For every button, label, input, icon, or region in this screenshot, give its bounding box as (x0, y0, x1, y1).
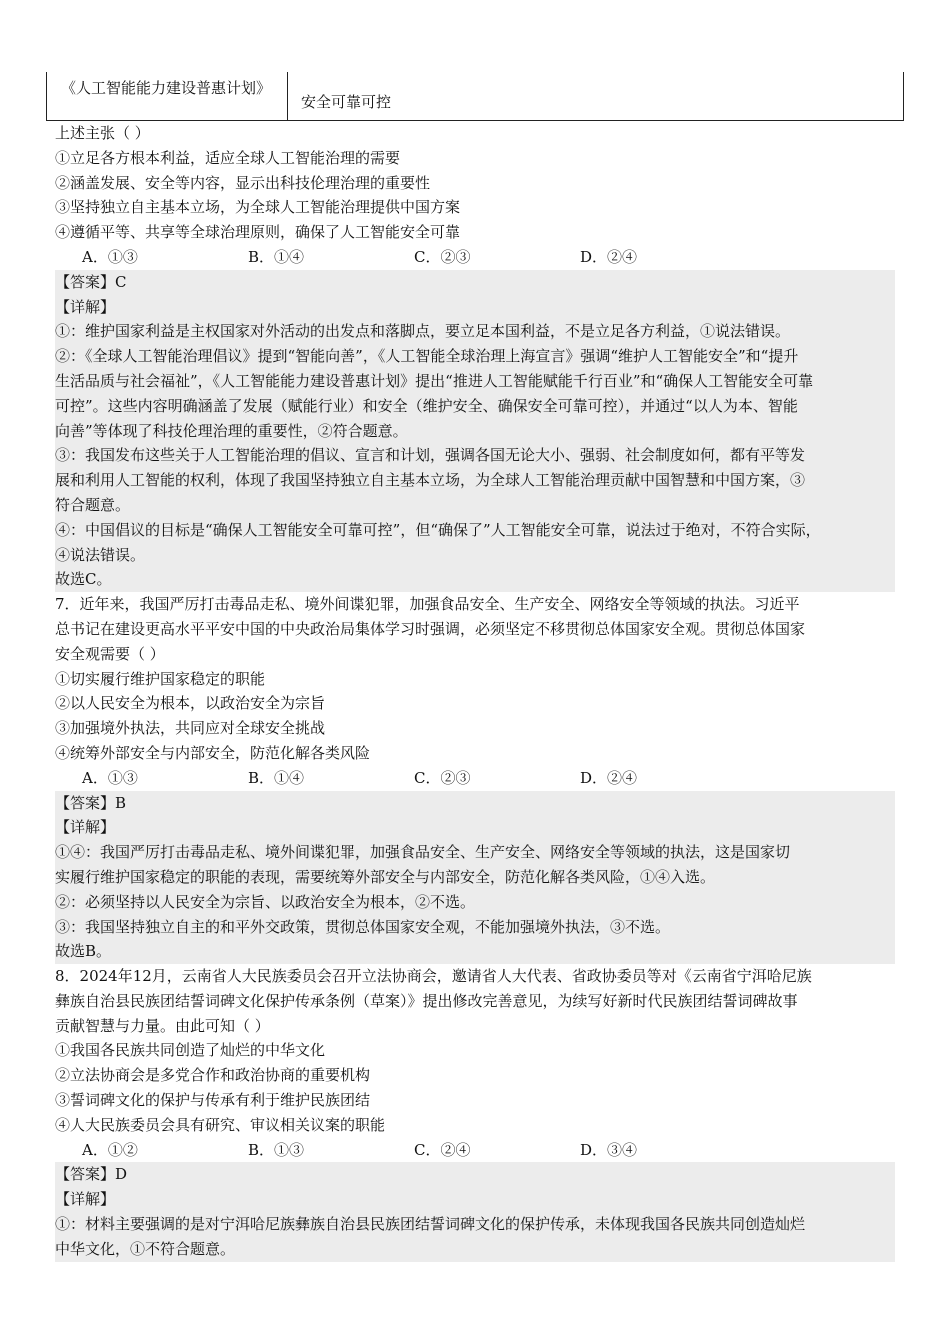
statement-item: ②以人民安全为根本，以政治安全为宗旨 (55, 694, 326, 713)
question-stem: 总书记在建设更高水平平安中国的中央政治局集体学习时强调，必须坚定不移贯彻总体国家安全观。贯彻总体国家 (55, 619, 806, 638)
detail-line: 向善”等体现了科技伦理治理的重要性，②符合题意。 (55, 421, 408, 440)
option-b: B．①④ (248, 247, 305, 266)
question-7 (55, 592, 895, 964)
statement-item: ②立法协商会是多党合作和政治协商的重要机构 (55, 1066, 371, 1085)
question-8 (55, 964, 895, 1262)
option-c: C．②③ (414, 768, 471, 787)
detail-line: 生活品质与社会福祉”，《人工智能能力建设普惠计划》提出“推进人工智能赋能千行百业”和“确保人工智能安全可靠 (55, 371, 814, 390)
option-c: C．②③ (414, 247, 471, 266)
detail-line: 可控”。这些内容明确涵盖了发展（赋能行业）和安全（维护安全、确保安全可靠可控），并通过“以人为本、智能 (55, 396, 798, 415)
option-d: D．③④ (580, 1140, 638, 1159)
question-stem: 8．2024年12月，云南省人大民族委员会召开立法协商会，邀请省人大代表、省政协委员等对《云南省宁洱哈尼族 (55, 967, 812, 986)
option-a: A．①③ (82, 247, 138, 266)
statement-item: ③加强境外执法，共同应对全球安全挑战 (55, 719, 326, 738)
detail-line: ③：我国发布这些关于人工智能治理的倡议、宣言和计划，强调各国无论大小、强弱、社会制度如何，都有平等发 (55, 446, 806, 465)
table-cell-left (47, 72, 288, 120)
option-a: A．①③ (82, 768, 138, 787)
detail-heading: 【详解】 (55, 297, 116, 316)
option-b: B．①③ (248, 1140, 305, 1159)
statement-item: ③誓词碑文化的保护与传承有利于维护民族团结 (55, 1091, 371, 1110)
detail-line: ①：维护国家利益是主权国家对外活动的出发点和落脚点，要立足本国利益，不是立足各方利益，①说法错误。 (55, 322, 791, 341)
detail-line: ④说法错误。 (55, 545, 146, 564)
option-d: D．②④ (580, 768, 638, 787)
answer-options (55, 1138, 895, 1163)
question-6 (55, 121, 895, 592)
detail-line: 中华文化，①不符合题意。 (55, 1239, 236, 1258)
conclusion: 故选C。 (55, 570, 112, 589)
detail-line: 符合题意。 (55, 495, 131, 514)
statement-item: ③坚持独立自主基本立场，为全球人工智能治理提供中国方案 (55, 198, 461, 217)
option-d: D．②④ (580, 247, 638, 266)
detail-line: ①：材料主要强调的是对宁洱哈尼族彝族自治县民族团结誓词碑文化的保护传承，未体现我国各民族共同创造灿烂 (55, 1215, 806, 1234)
option-b: B．①④ (248, 768, 305, 787)
document-page (55, 72, 895, 1262)
detail-line: ③：我国坚持独立自主的和平外交政策，贯彻总体国家安全观，不能加强境外执法，③不选。 (55, 917, 671, 936)
answer-explanation (55, 270, 895, 592)
detail-line: ②：必须坚持以人民安全为宗旨、以政治安全为根本，②不选。 (55, 892, 476, 911)
statement-item: ①我国各民族共同创造了灿烂的中华文化 (55, 1041, 326, 1060)
detail-line: 实履行维护国家稳定的职能的表现，需要统筹外部安全与内部安全，防范化解各类风险，①④入选。 (55, 867, 716, 886)
conclusion: 故选B。 (55, 942, 112, 961)
option-a: A．①② (82, 1140, 138, 1159)
answer-explanation (55, 791, 895, 965)
question-stem: 彝族自治县民族团结誓词碑文化保护传承条例（草案）》提出修改完善意见，为续写好新时代民族团结誓词碑故事 (55, 991, 798, 1010)
table-cell-left-text: 《人工智能能力建设普惠计划》 (61, 79, 272, 97)
answer-key: 【答案】B (55, 793, 127, 812)
statement-item: ①立足各方根本利益，适应全球人工智能治理的需要 (55, 148, 401, 167)
detail-line: ①④：我国严厉打击毒品走私、境外间谍犯罪，加强食品安全、生产安全、网络安全等领域的执法，这是国家切 (55, 843, 791, 862)
statement-item: ④统筹外部安全与内部安全，防范化解各类风险 (55, 743, 371, 762)
detail-line: ②：《全球人工智能治理倡议》提到“智能向善”，《人工智能全球治理上海宣言》强调“维护人工智能安全”和“提升 (55, 347, 799, 366)
question-stem: 上述主张（ ） (55, 124, 150, 142)
detail-line: 展和利用人工智能的权利，体现了我国坚持独立自主基本立场，为全球人工智能治理贡献中国智慧和中国方案，③ (55, 471, 806, 490)
statement-item: ①切实履行维护国家稳定的职能 (55, 669, 266, 688)
detail-line: ④：中国倡议的目标是“确保人工智能安全可靠可控”，但“确保了”人工智能安全可靠，说法过于绝对，不符合实际， (55, 520, 821, 539)
answer-explanation (55, 1162, 895, 1261)
comparison-table (46, 72, 904, 121)
answer-options (55, 245, 895, 270)
question-stem: 贡献智慧与力量。由此可知（ ） (55, 1016, 270, 1035)
detail-heading: 【详解】 (55, 1190, 116, 1209)
statement-item: ②涵盖发展、安全等内容，显示出科技伦理治理的重要性 (55, 173, 431, 192)
question-stem: 安全观需要（ ） (55, 644, 165, 663)
question-stem: 7．近年来，我国严厉打击毒品走私、境外间谍犯罪，加强食品安全、生产安全、网络安全等领域的执法。习近平 (55, 595, 800, 614)
answer-key: 【答案】D (55, 1165, 128, 1184)
statement-item: ④人大民族委员会具有研究、审议相关议案的职能 (55, 1115, 386, 1134)
option-c: C．②④ (414, 1140, 471, 1159)
detail-heading: 【详解】 (55, 818, 116, 837)
answer-options (55, 766, 895, 791)
table-cell-right-text: 安全可靠可控 (301, 93, 392, 111)
statement-item: ④遵循平等、共享等全球治理原则，确保了人工智能安全可靠 (55, 223, 461, 242)
answer-key: 【答案】C (55, 272, 127, 291)
